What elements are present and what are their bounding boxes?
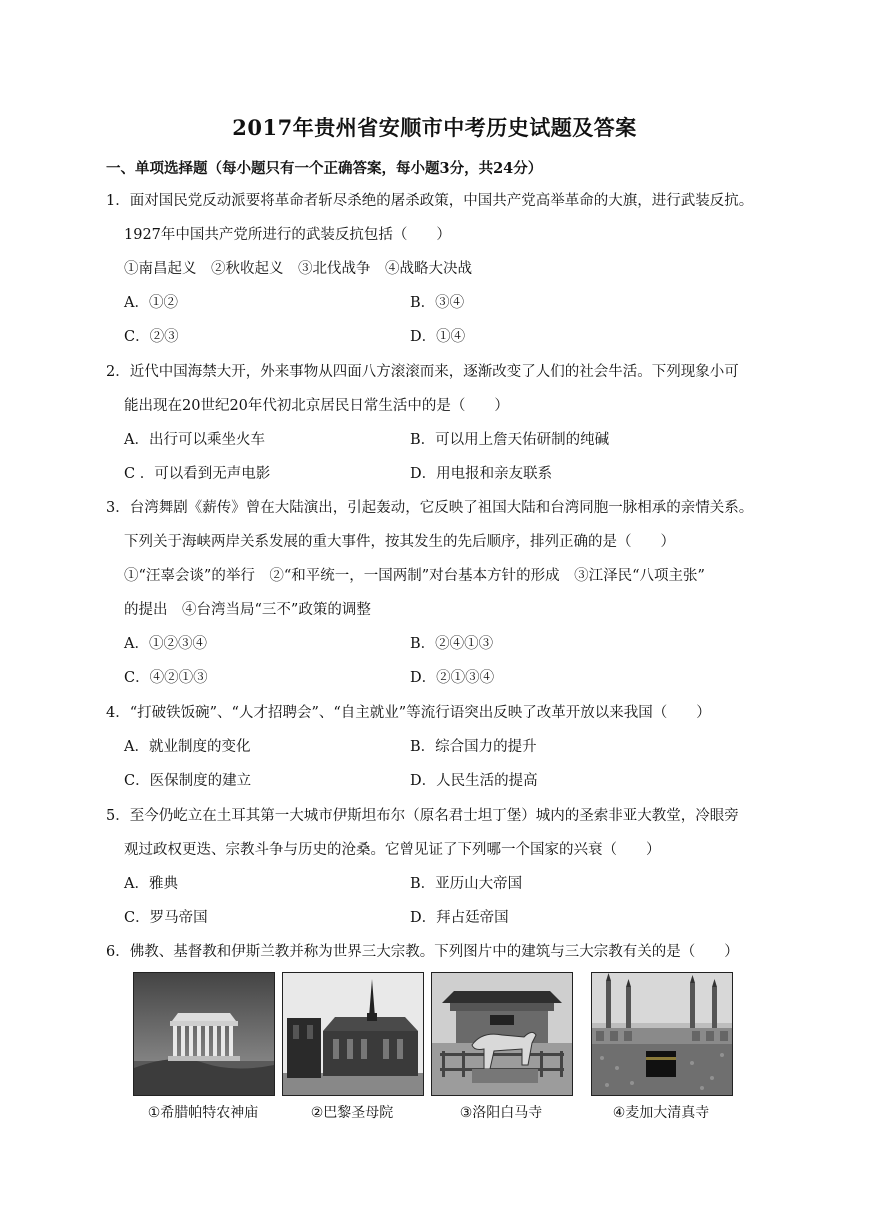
- photo-caption-1: ①希腊帕特农神庙: [147, 1105, 259, 1121]
- q4-option-c: C．医保制度的建立: [124, 773, 252, 789]
- photo-caption-4: ④麦加大清真寺: [612, 1105, 710, 1121]
- q5-option-a: A．雅典: [124, 876, 178, 892]
- q3-items-line1: ①“汪辜会谈”的举行 ②“和平统一，一国两制”对台基本方针的形成 ③江泽民“八项主张”: [124, 568, 705, 584]
- q3-stem-line2: 下列关于海峡两岸关系发展的重大事件，按其发生的先后顺序，排列正确的是（ ）: [124, 534, 675, 550]
- parthenon-photo: [133, 972, 275, 1096]
- q4-stem: 4．“打破铁饭碗”、“人才招聘会”、“自主就业”等流行语突出反映了改革开放以来我国（ ）: [106, 705, 711, 721]
- q3-option-b: B．②④①③: [410, 636, 494, 652]
- q2-stem-line1: 2．近代中国海禁大开，外来事物从四面八方滚滚而来，逐渐改变了人们的社会牛活。下列现象小可: [106, 364, 739, 380]
- q4-option-a: A．就业制度的变化: [124, 739, 251, 755]
- q1-option-c: C．②③: [124, 329, 179, 345]
- q6-stem: 6．佛教、基督教和伊斯兰教并称为世界三大宗教。下列图片中的建筑与三大宗教有关的是（ ）: [106, 944, 739, 960]
- q3-option-c: C．④②①③: [124, 670, 208, 686]
- q1-stem-line2: 1927年中国共产党所进行的武装反抗包括（ ）: [124, 227, 451, 243]
- q2-option-a: A．出行可以乘坐火车: [124, 432, 265, 448]
- photo-caption-2: ②巴黎圣母院: [310, 1105, 394, 1121]
- q2-stem-line2: 能出现在20世纪20年代初北京居民日常生活中的是（ ）: [124, 398, 509, 414]
- q3-option-a: A．①②③④: [124, 636, 207, 652]
- q2-option-c: C ．可以看到无声电影: [124, 466, 271, 482]
- q3-stem-line1: 3．台湾舞剧《薪传》曾在大陆演出，引起轰动，它反映了祖国大陆和台湾同胞一脉相承的亲情关系。: [106, 500, 754, 516]
- section-heading: 一、单项选择题（每小题只有一个正确答案，每小题3分，共24分）: [106, 160, 543, 177]
- photo-strip: [133, 972, 737, 1122]
- q4-option-d: D．人民生活的提高: [410, 773, 538, 789]
- q5-stem-line2: 观过政权更迭、宗教斗争与历史的沧桑。它曾见证了下列哪一个国家的兴衰（ ）: [124, 842, 661, 858]
- q1-option-a: A．①②: [124, 295, 178, 311]
- white-horse-temple-photo: [431, 972, 573, 1096]
- q5-option-d: D．拜占廷帝国: [410, 910, 509, 926]
- mecca-mosque-photo: [591, 972, 733, 1096]
- q3-option-d: D．②①③④: [410, 670, 495, 686]
- q2-option-d: D．用电报和亲友联系: [410, 466, 553, 482]
- q1-stem-line1: 1．面对国民党反动派要将革命者斩尽杀绝的屠杀政策，中国共产党高举革命的大旗，进行武装反抗。: [106, 193, 754, 209]
- q4-option-b: B．综合国力的提升: [410, 739, 537, 755]
- q1-option-b: B．③④: [410, 295, 465, 311]
- q3-items-line2: 的提出 ④台湾当局“三不”政策的调整: [124, 602, 371, 618]
- q5-stem-line1: 5．至今仍屹立在土耳其第一大城市伊斯坦布尔（原名君士坦丁堡）城内的圣索非亚大教堂，冷眼旁: [106, 808, 739, 824]
- photo-caption-3: ③洛阳白马寺: [459, 1105, 543, 1121]
- q5-option-b: B．亚历山大帝国: [410, 876, 523, 892]
- q1-items: ①南昌起义 ②秋收起义 ③北伐战争 ④战略大决战: [124, 261, 472, 277]
- q2-option-b: B．可以用上詹天佑研制的纯碱: [410, 432, 610, 448]
- page-title: 2017年贵州省安顺市中考历史试题及答案: [232, 115, 637, 140]
- q1-option-d: D．①④: [410, 329, 466, 345]
- q5-option-c: C．罗马帝国: [124, 910, 208, 926]
- notre-dame-photo: [282, 972, 424, 1096]
